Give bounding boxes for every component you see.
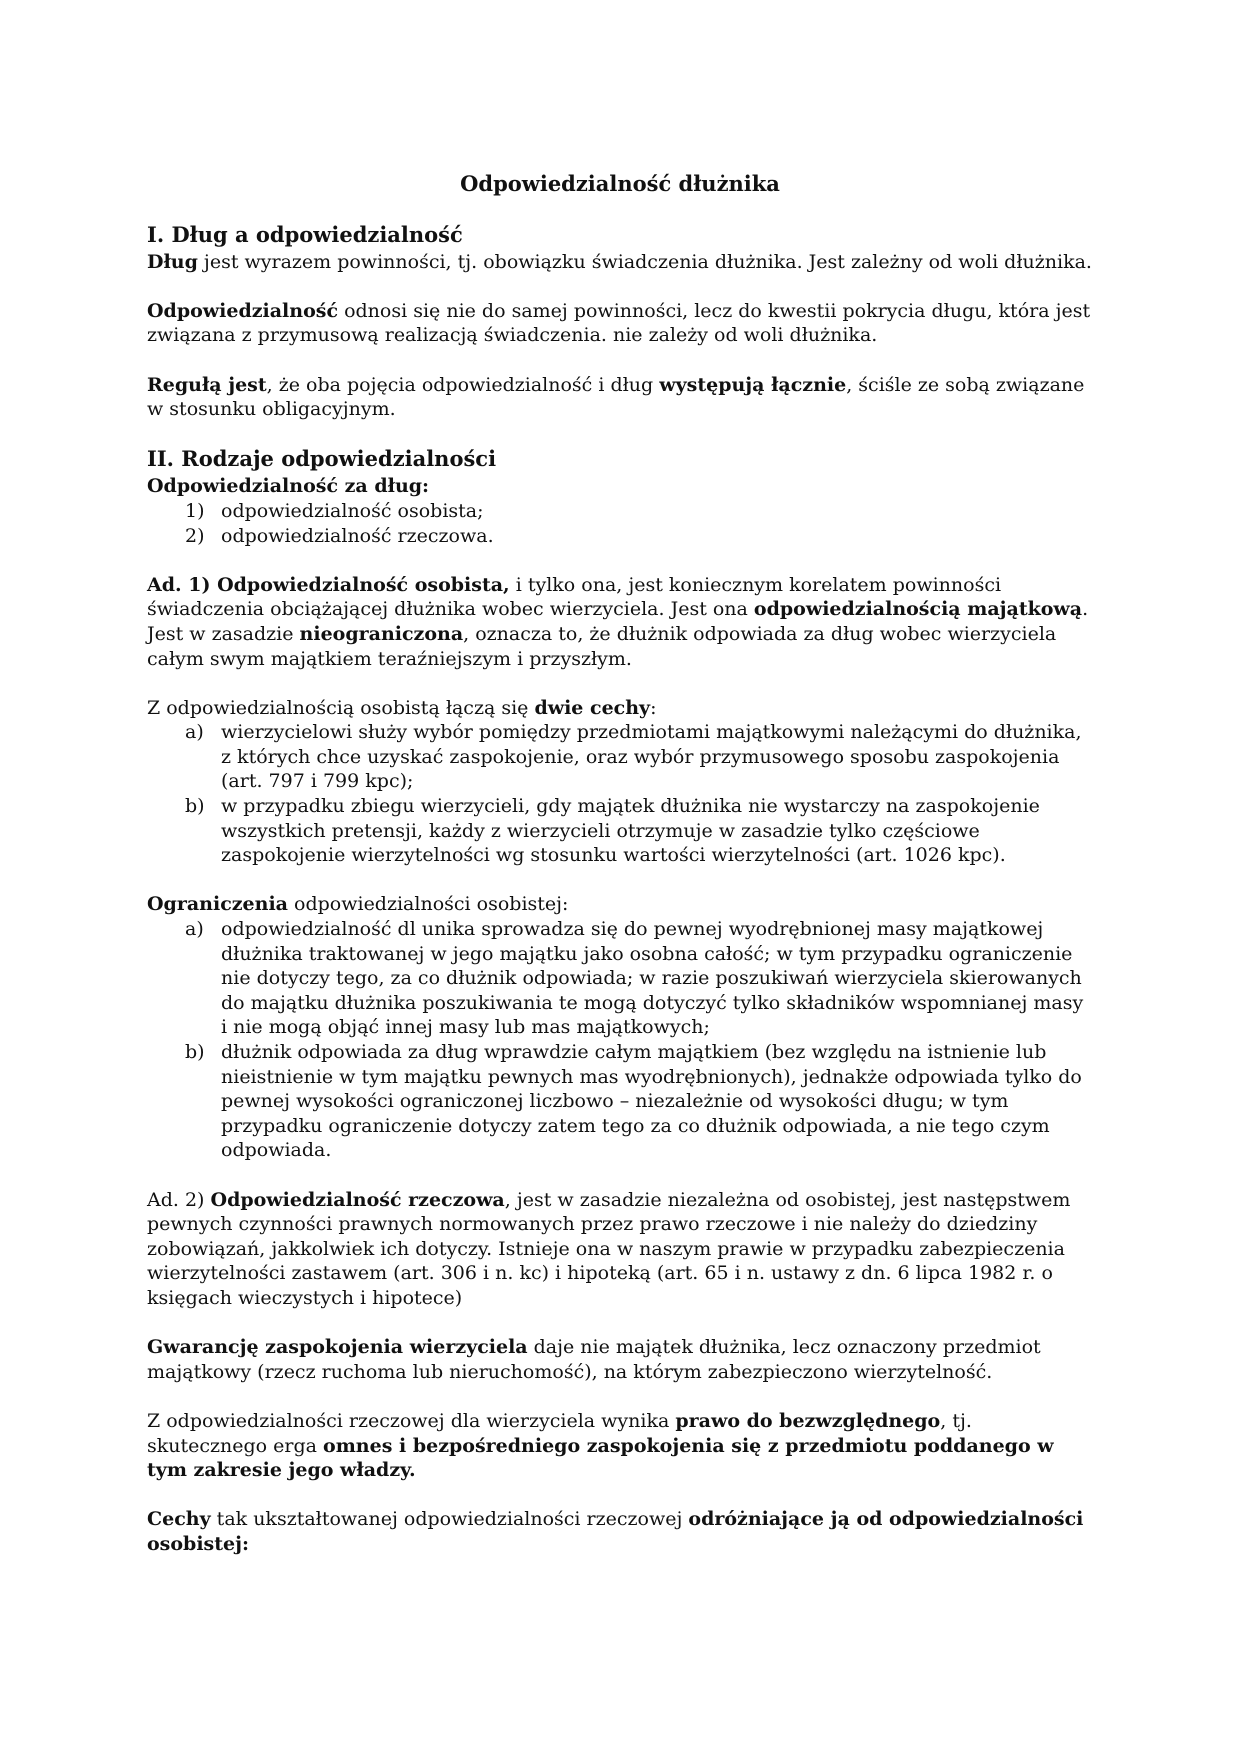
list-item-text: w przypadku zbiegu wierzycieli, gdy majątek dłużnika nie wystarczy na zaspokojenie wszystkich pretensji, każdy z wierzycieli otrzymuje w zasadzie tylko częściowe zaspokojenie wierzytelności wg stosunku wartości wierzytelności (art. 1026 kpc). (221, 795, 1040, 867)
paragraph-odpowiedzialnosc: Odpowiedzialność odnosi się nie do samej powinności, lecz do kwestii pokrycia długu, która jest związana z przymusową realizacją świadczenia. nie zależy od woli dłużnika. (147, 299, 1091, 347)
list-item (147, 720, 1093, 794)
list-item (147, 794, 1093, 868)
list-marker: 2) (185, 524, 205, 547)
list-marker: a) (185, 918, 204, 941)
paragraph-dlug: Dług jest wyrazem powinności, tj. obowiązku świadczenia dłużnika. Jest zależny od woli dłużnika. (147, 250, 1092, 273)
list-marker: 1) (185, 499, 205, 522)
term-odpowiedzialnosc: Odpowiedzialność (147, 299, 339, 322)
paragraph-prawo: Z odpowiedzialności rzeczowej dla wierzyciela wynika prawo do bezwzględnego, tj. skutecznego erga omnes i bezpośredniego zaspokojenia się z przedmiotu poddanego w tym zakresie jego władzy. (147, 1409, 1054, 1482)
list-lead-types: Odpowiedzialność za dług: (147, 475, 430, 498)
document-title: Odpowiedzialność dłużnika (460, 171, 780, 196)
list-item (147, 499, 1093, 524)
section-heading-2: II. Rodzaje odpowiedzialności (147, 446, 497, 472)
paragraph-gwarancja: Gwarancję zaspokojenia wierzyciela daje nie majątek dłużnika, lecz oznaczony przedmiot majątkowy (rzecz ruchoma lub nieruchomość), na którym zabezpieczono wierzytelność. (147, 1336, 1041, 1383)
list-marker: b) (185, 795, 205, 818)
paragraph-ad1: Ad. 1) Odpowiedzialność osobista, i tylko ona, jest koniecznym korelatem powinności świadczenia obciążającej dłużnika wobec wierzyciela. Jest ona odpowiedzialnością majątkową. Jest w zasadzie nieograniczona, oznacza to, że dłużnik odpowiada za dług wobec wierzyciela całym swym majątkiem teraźniejszym i przyszłym. (147, 573, 1089, 670)
list-item (147, 1040, 1093, 1163)
list-item-text: odpowiedzialność rzeczowa. (221, 524, 494, 547)
list-lead-cechy: Z odpowiedzialnością osobistą łączą się dwie cechy: (147, 696, 657, 719)
list-marker: a) (185, 721, 204, 744)
ograniczenia-list (147, 917, 1093, 1163)
list-lead-ograniczenia: Ograniczenia odpowiedzialności osobistej: (147, 893, 569, 916)
list-item-text: odpowiedzialność osobista; (221, 499, 484, 522)
list-item (147, 917, 1093, 1040)
list-marker: b) (185, 1041, 205, 1063)
list-item-text: dłużnik odpowiada za dług wprawdzie całym majątkiem (bez względu na istnienie lub nieistnienie w tym majątku pewnych mas wyodrębnionych), jednakże odpowiada tylko do pewnej wysokości ograniczonej liczbowo – niezależnie od wysokości długu; w tym przypadku ograniczenie dotyczy zatem tego za co dłużnik odpowiada, a nie tego czym odpowiada. (221, 1041, 1082, 1162)
cechy-list (147, 720, 1093, 868)
paragraph-cechy-rzeczowej: Cechy tak ukształtowanej odpowiedzialności rzeczowej odróżniające ją od odpowiedzialności osobistej: (147, 1508, 1084, 1555)
list-item-text: odpowiedzialność dl unika sprowadza się do pewnej wyodrębnionej masy majątkowej dłużnika traktowanej w jego majątku jako osobna całość; w tym przypadku ograniczenie nie dotyczy tego, za co dłużnik odpowiada; w razie poszukiwań wierzyciela skierowanych do majątku dłużnika poszukiwania te mogą dotyczyć tylko składników wspomnianej masy i nie mogą objąć innej masy lub mas majątkowych; (221, 918, 1084, 1039)
term-dlug: Dług (147, 250, 198, 273)
list-item (147, 524, 1093, 549)
document-body (147, 150, 1093, 1581)
types-list (147, 499, 1093, 548)
list-item-text: wierzycielowi służy wybór pomiędzy przedmiotami majątkowymi należącymi do dłużnika, z których chce uzyskać zaspokojenie, oraz wybór przymusowego sposobu zaspokojenia (art. 797 i 799 kpc); (221, 721, 1082, 793)
paragraph-ad2: Ad. 2) Odpowiedzialność rzeczowa, jest w zasadzie niezależna od osobistej, jest następstwem pewnych czynności prawnych normowanych przez prawo rzeczowe i nie należy do dziedziny zobowiązań, jakkolwiek ich dotyczy. Istnieje ona w naszym prawie w przypadku zabezpieczenia wierzytelności zastawem (art. 306 i n. kc) i hipoteką (art. 65 i n. ustawy z dn. 6 lipca 1982 r. o księgach wieczystych i hipotece) (147, 1188, 1071, 1309)
section-heading-1: I. Dług a odpowiedzialność (147, 221, 463, 247)
paragraph-regula: Regułą jest, że oba pojęcia odpowiedzialność i dług występują łącznie, ściśle ze sobą związane w stosunku obligacyjnym. (147, 373, 1085, 421)
